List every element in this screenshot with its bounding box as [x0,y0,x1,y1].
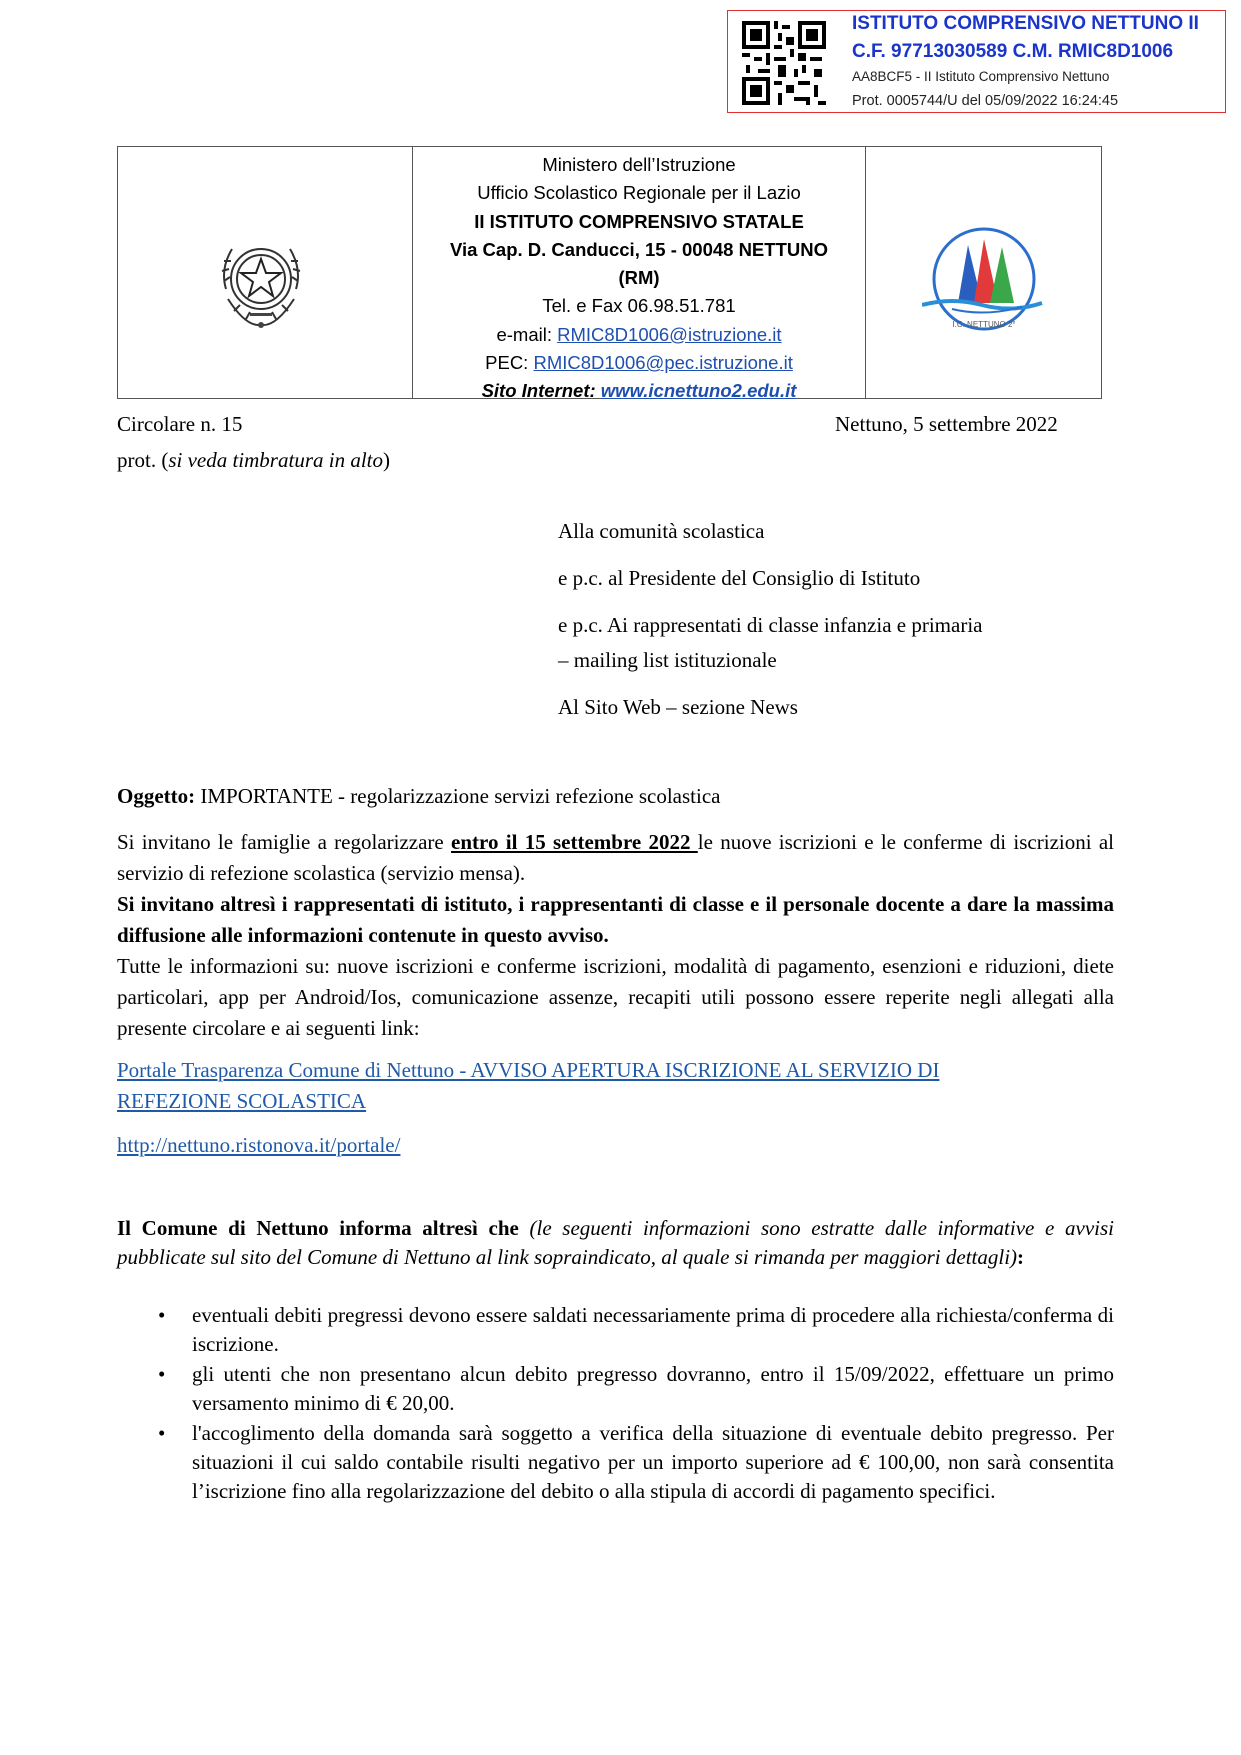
body-paragraph-2: Si invitano altresì i rappresentati di istituto, i rappresentanti di classe e il personale docente a dare la massima diffusione alle informazioni contenute in questo avviso. [117,892,1114,947]
subject-text: IMPORTANTE - regolarizzazione servizi refezione scolastica [195,784,721,808]
school-name: II ISTITUTO COMPRENSIVO STATALE [474,210,804,232]
body-paragraph-3: Tutte le informazioni su: nuove iscrizioni e conferme iscrizioni, modalità di pagamento, esenzioni e riduzioni, diete particolari, app per Android/Ios, comunicazione assenze, recapiti utili possono essere reperite negli allegati alla presente circolare e ai seguenti link: [117,954,1114,1040]
pec-row [413,349,865,377]
site-link[interactable]: www.icnettuno2.edu.it [600,380,797,402]
recipient-1: Alla comunità scolastica [558,519,765,543]
list-item: • gli utenti che non presentano alcun debito pregresso dovranno, entro il 15/09/2022, effettuare un primo versamento minimo di € 20,00. [158,1362,1114,1415]
stamp-protocol: Prot. 0005744/U del 05/09/2022 16:24:45 [852,93,1119,109]
school-address: Via Cap. D. Canducci, 15 - 00048 NETTUNO [449,238,828,260]
stamp-aoo: AA8BCF5 - II Istituto Comprensivo Nettuno [852,69,1110,84]
regional-office: Ufficio Scolastico Regionale per il Lazio [477,182,801,204]
recipient-2: e p.c. al Presidente del Consiglio di Istituto [558,566,921,590]
email-label: e-mail: [496,323,558,345]
letterhead-table [117,146,1102,402]
school-province: (RM) [618,267,660,289]
subject-line [117,784,720,809]
pec-link[interactable]: RMIC8D1006@pec.istruzione.it [533,352,793,374]
school-logo-icon [922,225,1044,335]
letterhead-left-cell [118,147,413,398]
pec-label: PEC: [485,352,534,374]
email-row [413,321,865,349]
circular-date: Nettuno, 5 settembre 2022 [835,412,1058,436]
site-row [413,377,865,405]
stamp-tax-code: C.F. 97713030589 C.M. RMIC8D1006 [852,41,1174,62]
list-item: • l'accoglimento della domanda sarà soggetto a verifica della situazione di eventuale debito pregresso. Per situazioni il cui saldo contabile risulti negativo per un importo superiore ad € 100,00, non sarà consentita l’iscrizione fino alla regolarizzazione del debito o alla stipula di accordi di pagamento specifici. [158,1421,1114,1503]
school-phone: Tel. e Fax 06.98.51.781 [542,295,736,317]
recipient-4: Al Sito Web – sezione News [558,695,798,719]
letterhead-right-cell [866,147,1101,398]
qr-code-icon [742,21,826,105]
circular-number: Circolare n. 15 [117,412,243,436]
letterhead-center-cell [413,147,866,402]
logo-caption: I.C. NETTUNO 2° [952,320,1016,329]
italian-republic-emblem-icon [206,229,316,337]
ministry-name: Ministero dell’Istruzione [542,154,736,175]
portal-link-line2[interactable]: REFEZIONE SCOLASTICA [117,1089,367,1113]
body-paragraph-4: Il Comune di Nettuno informa altresì che (le seguenti informazioni sono estratte dalle informative e avvisi pubblicate sul sito del Comune di Nettuno al link sopraindicato, al quale si rimanda per maggiori dettagli): [117,1216,1114,1269]
body-paragraph-1: Si invitano le famiglie a regolarizzare entro il 15 settembre 2022 le nuove iscrizioni e le conferme di iscrizioni al servizio di refezione scolastica (servizio mensa). [117,830,1114,885]
recipient-3: e p.c. Ai rappresentati di classe infanzia e primaria [558,613,983,637]
deadline-text: entro il 15 settembre 2022 [451,830,698,854]
recipient-3-cont: – mailing list istituzionale [558,648,777,672]
bullet-icon: • [158,1303,166,1327]
ristonova-link[interactable]: http://nettuno.ristonova.it/portale/ [117,1133,401,1157]
info-bullet-list [117,1301,1114,1507]
portal-link-line1[interactable]: Portale Trasparenza Comune di Nettuno - AVVISO APERTURA ISCRIZIONE AL SERVIZIO DI [117,1058,940,1082]
email-link[interactable]: RMIC8D1006@istruzione.it [557,323,782,345]
subject-label: Oggetto: [117,784,196,808]
bullet-icon: • [158,1362,166,1386]
bullet-icon: • [158,1421,166,1445]
protocol-stamp [727,10,1226,113]
site-label: Sito Internet: [481,380,601,402]
stamp-school-name: ISTITUTO COMPRENSIVO NETTUNO II [852,13,1199,34]
protocol-note: prot. (si veda timbratura in alto) [117,448,390,472]
list-item: • eventuali debiti pregressi devono essere saldati necessariamente prima di procedere alla richiesta/conferma di iscrizione. [158,1303,1114,1356]
